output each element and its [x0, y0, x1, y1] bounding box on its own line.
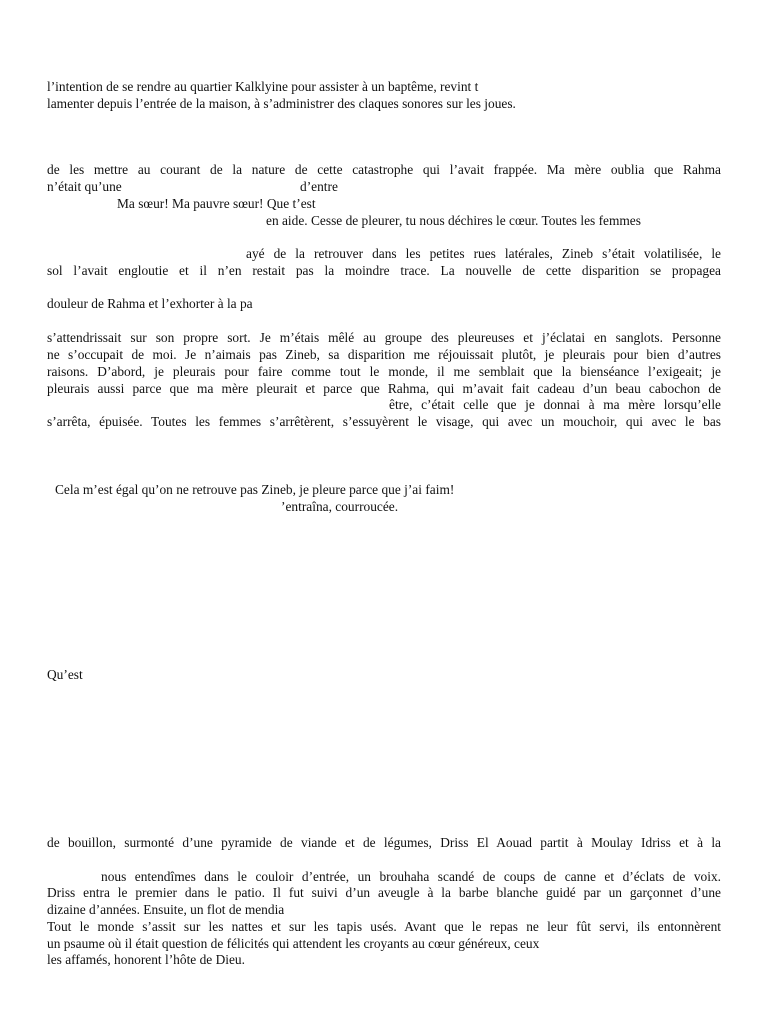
text-line: de bouillon, surmonté d’une pyramide de viande et de légumes, Driss El Aouad partit à Moulay Idriss et à la: [47, 835, 721, 850]
text-line: un psaume où il était question de félicités qui attendent les croyants au cœur généreux, ceux: [47, 936, 540, 951]
text-line: de les mettre au courant de la nature de cette catastrophe qui l’avait frappée. Ma mère oublia que Rahma: [47, 162, 721, 177]
text-line: d’entre: [300, 179, 338, 194]
text-line: être, c’était celle que je donnai à ma mère lorsqu’elle: [389, 397, 721, 412]
text-line: raisons. D’abord, je pleurais pour faire comme tout le monde, il me semblait que la bienséance l’exigeait; je: [47, 364, 721, 379]
text-line: les affamés, honorent l’hôte de Dieu.: [47, 952, 245, 967]
text-line: s’arrêta, épuisée. Toutes les femmes s’arrêtèrent, s’essuyèrent le visage, qui avec un mouchoir, qui avec le bas: [47, 414, 721, 429]
text-line: ne s’occupait de moi. Je n’aimais pas Zineb, sa disparition me réjouissait plutôt, je pleurais pour bien d’autres: [47, 347, 721, 362]
text-line: Cela m’est égal qu’on ne retrouve pas Zineb, je pleure parce que j’ai faim!: [55, 482, 455, 497]
text-line: pleurais aussi parce que ma mère pleurait et parce que Rahma, qui m’avait fait cadeau d’un beau cabochon de: [47, 381, 721, 396]
text-line: Qu’est: [47, 667, 83, 682]
text-line: douleur de Rahma et l’exhorter à la pa: [47, 296, 253, 311]
text-line: ’entraîna, courroucée.: [281, 499, 399, 514]
text-line: Driss entra le premier dans le patio. Il fut suivi d’un aveugle à la barbe blanche guidé par un garçonnet d’une: [47, 885, 721, 900]
text-line: lamenter depuis l’entrée de la maison, à s’administrer des claques sonores sur les joues.: [47, 96, 516, 111]
text-line: sol l’avait engloutie et il n’en restait pas la moindre trace. La nouvelle de cette disparition se propagea: [47, 263, 721, 278]
text-line: dizaine d’années. Ensuite, un flot de mendia: [47, 902, 285, 917]
text-line: en aide. Cesse de pleurer, tu nous déchires le cœur. Toutes les femmes: [266, 213, 641, 228]
text-line: nous entendîmes dans le couloir d’entrée, un brouhaha scandé de coups de canne et d’éclats de voix.: [101, 869, 721, 884]
text-line: ayé de la retrouver dans les petites rues latérales, Zineb s’était volatilisée, le: [246, 246, 721, 261]
text-line: n’était qu’une: [47, 179, 122, 194]
text-line: Tout le monde s’assit sur les nattes et sur les tapis usés. Avant que le repas ne leur fût servi, ils entonnèrent: [47, 919, 721, 934]
text-line: l’intention de se rendre au quartier Kalklyine pour assister à un baptême, revint t: [47, 79, 479, 94]
text-line: Ma sœur! Ma pauvre sœur! Que t’est: [117, 196, 316, 211]
text-line: s’attendrissait sur son propre sort. Je m’étais mêlé au groupe des pleureuses et j’éclatai en sanglots. Personne: [47, 330, 721, 345]
